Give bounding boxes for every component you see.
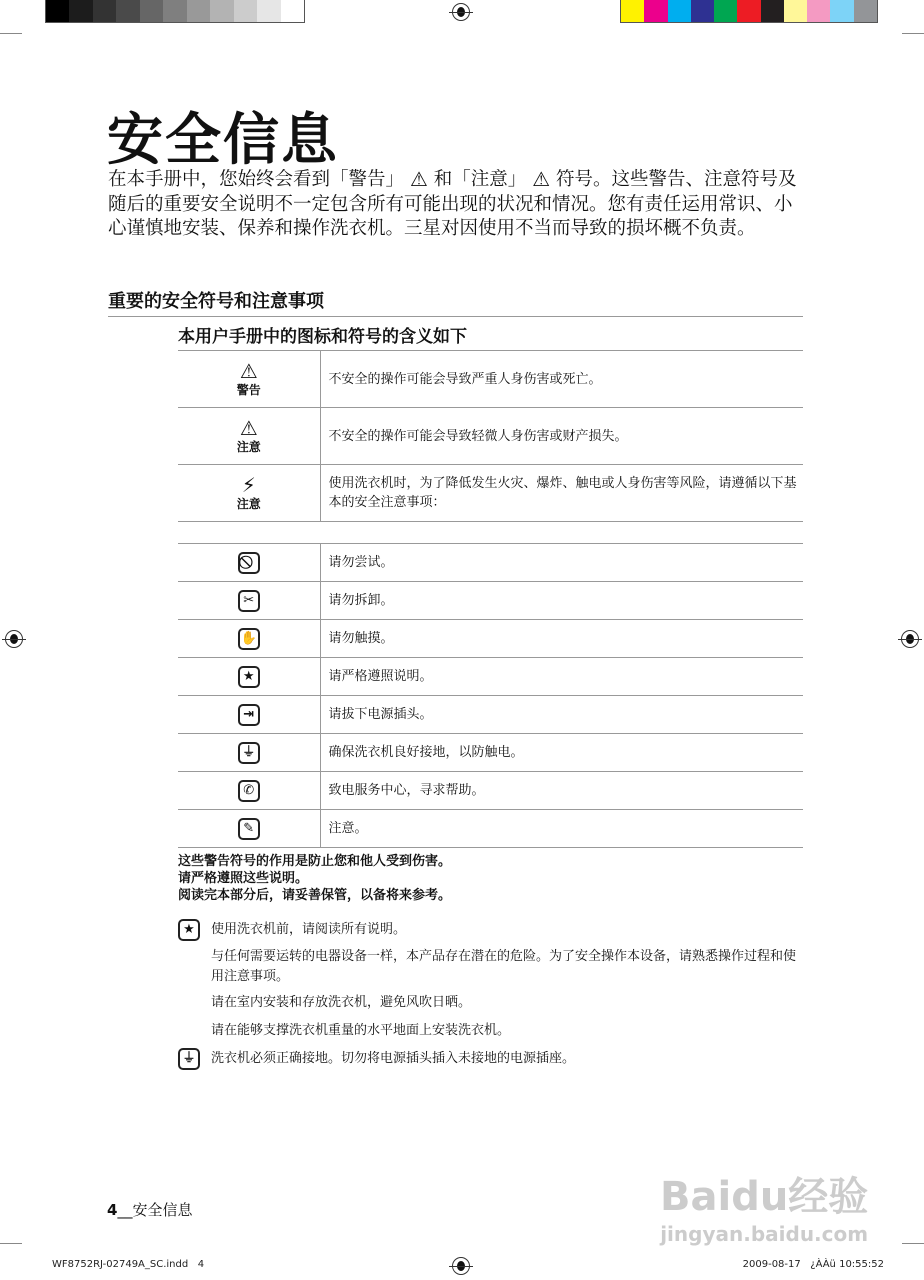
color-swatch	[807, 0, 830, 22]
safety-notes	[178, 853, 451, 904]
color-swatch	[714, 0, 737, 22]
watermark-url: jingyan.baidu.com	[660, 1222, 869, 1246]
registration-mark-icon	[452, 3, 470, 21]
symbol-cell	[178, 772, 320, 810]
color-swatch	[257, 0, 280, 22]
item-text: 洗衣机必须正确接地。切勿将电源插头插入未接地的电源插座。	[211, 1051, 576, 1066]
color-swatch	[46, 0, 69, 22]
table-row	[178, 696, 803, 734]
spacer-row	[178, 522, 803, 544]
symbol-label: 警告	[236, 382, 261, 397]
trim-mark	[0, 33, 22, 34]
table-row	[178, 582, 803, 620]
item-text: 与任何需要运转的电器设备一样，本产品存在潜在的危险。为了安全操作本设备，请熟悉操作过程和使用注意事项。	[211, 949, 797, 984]
table-row	[178, 620, 803, 658]
caution-triangle-icon: ⚠	[532, 167, 551, 191]
symbol-description: 确保洗衣机良好接地，以防触电。	[320, 734, 803, 772]
phone-icon: ✆	[238, 780, 260, 802]
symbol-cell	[178, 734, 320, 772]
electric-warning-triangle-icon: ⚡	[241, 472, 256, 497]
symbol-cell	[178, 544, 320, 582]
color-swatch	[830, 0, 853, 22]
intro-text: 符号。这些警告、注意符号及随后的重要安全说明不一定包含所有可能出现的状况和情况。您有责任运用常识、小心谨慎地安装、保养和操作洗衣机。三星对因使用不当而导致的损坏概不负责。	[108, 169, 797, 239]
table-row	[178, 810, 803, 848]
note-icon: ✎	[238, 818, 260, 840]
table-row	[178, 658, 803, 696]
process-color-bar	[620, 0, 878, 23]
registration-mark-icon	[901, 630, 919, 648]
symbol-description: 致电服务中心，寻求帮助。	[320, 772, 803, 810]
color-swatch	[691, 0, 714, 22]
symbol-cell	[178, 408, 320, 465]
symbol-cell	[178, 620, 320, 658]
color-swatch	[784, 0, 807, 22]
warning-triangle-icon: ⚠	[409, 167, 428, 191]
symbol-cell	[178, 582, 320, 620]
symbol-description: 请勿触摸。	[320, 620, 803, 658]
grayscale-color-bar	[45, 0, 305, 23]
symbol-description: 不安全的操作可能会导致轻微人身伤害或财产损失。	[320, 408, 803, 465]
table-row	[178, 408, 803, 465]
color-swatch	[644, 0, 667, 22]
table-row	[178, 544, 803, 582]
ground-icon: ⏚	[178, 1048, 200, 1070]
footer-section: 安全信息	[132, 1201, 193, 1219]
color-swatch	[116, 0, 139, 22]
note-line: 请严格遵照这些说明。	[178, 871, 309, 886]
color-swatch	[69, 0, 92, 22]
slug-date: 2009-08-17 ¿ÀÀü 10:55:52	[742, 1259, 884, 1270]
watermark-brand: Baidu经验	[660, 1174, 869, 1220]
symbol-description: 注意。	[320, 810, 803, 848]
note-line: 这些警告符号的作用是防止您和他人受到伤害。	[178, 854, 452, 869]
do-not-attempt-icon	[238, 552, 260, 574]
unplug-icon: ⇥	[238, 704, 260, 726]
do-not-touch-icon: ✋	[238, 628, 260, 650]
table-row	[178, 465, 803, 522]
color-swatch	[187, 0, 210, 22]
warning-triangle-icon: ⚠	[239, 358, 258, 383]
symbol-description: 使用洗衣机时，为了降低发生火灾、爆炸、触电或人身伤害等风险，请遵循以下基本的安全注意事项：	[320, 465, 803, 522]
trim-mark	[902, 1243, 924, 1244]
item-text: 请在室内安装和存放洗衣机，避免风吹日晒。	[211, 995, 472, 1010]
color-swatch	[140, 0, 163, 22]
section-heading: 重要的安全符号和注意事项	[108, 287, 803, 317]
note-line: 阅读完本部分后，请妥善保管，以备将来参考。	[178, 888, 452, 903]
color-swatch	[281, 0, 304, 22]
registration-mark-icon	[5, 630, 23, 648]
color-swatch	[210, 0, 233, 22]
symbol-label: 注意	[236, 496, 261, 511]
table-row	[178, 351, 803, 408]
item-text: 请在能够支撑洗衣机重量的水平地面上安装洗衣机。	[211, 1023, 511, 1038]
symbol-cell	[178, 696, 320, 734]
intro-text: 在本手册中，您始终会看到「警告」	[108, 169, 405, 190]
do-not-disassemble-icon: ✂	[238, 590, 260, 612]
symbol-description: 请勿拆卸。	[320, 582, 803, 620]
color-swatch	[737, 0, 760, 22]
follow-instructions-icon: ★	[238, 666, 260, 688]
color-swatch	[761, 0, 784, 22]
symbol-label: 注意	[236, 439, 261, 454]
table-heading: 本用户手册中的图标和符号的含义如下	[178, 327, 467, 347]
intro-paragraph	[108, 167, 808, 242]
symbol-description: 请勿尝试。	[320, 544, 803, 582]
page-title: 安全信息	[107, 108, 339, 173]
symbol-description: 请严格遵照说明。	[320, 658, 803, 696]
symbol-description: 请拔下电源插头。	[320, 696, 803, 734]
intro-text: 和「注意」	[433, 169, 527, 190]
symbol-description: 不安全的操作可能会导致严重人身伤害或死亡。	[320, 351, 803, 408]
item-text: 使用洗衣机前，请阅读所有说明。	[211, 922, 407, 937]
page-number: 4	[107, 1201, 118, 1219]
star-icon: ★	[178, 919, 200, 941]
color-swatch	[854, 0, 877, 22]
table-row	[178, 772, 803, 810]
watermark	[660, 1165, 868, 1246]
color-swatch	[234, 0, 257, 22]
symbol-cell	[178, 351, 320, 408]
color-swatch	[621, 0, 644, 22]
ground-icon: ⏚	[238, 742, 260, 764]
color-swatch	[93, 0, 116, 22]
color-swatch	[163, 0, 186, 22]
warning-triangle-icon: ⚠	[239, 415, 258, 440]
trim-mark	[902, 33, 924, 34]
symbol-table	[178, 350, 803, 848]
symbol-cell	[178, 658, 320, 696]
registration-mark-icon	[452, 1257, 470, 1275]
symbol-cell	[178, 465, 320, 522]
color-swatch	[668, 0, 691, 22]
trim-mark	[0, 1243, 22, 1244]
table-row	[178, 734, 803, 772]
symbol-cell	[178, 810, 320, 848]
page-footer: 4__安全信息	[107, 1201, 193, 1219]
slug-file: WF8752RJ-02749A_SC.indd 4	[52, 1259, 205, 1270]
